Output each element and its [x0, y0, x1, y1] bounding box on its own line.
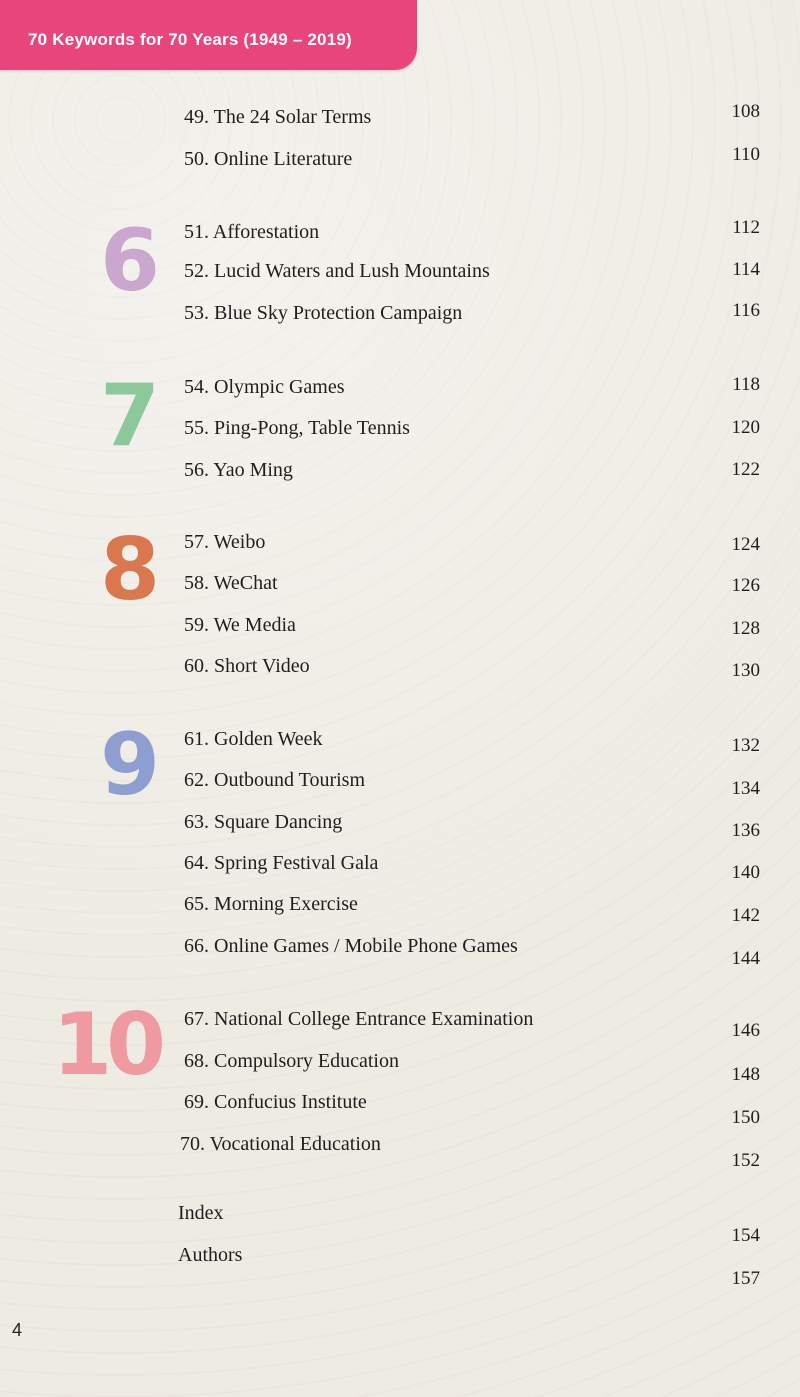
- toc-entry-title[interactable]: 55. Ping-Pong, Table Tennis: [184, 417, 410, 439]
- toc-entry-title[interactable]: 52. Lucid Waters and Lush Mountains: [184, 260, 490, 282]
- section-number: 8: [100, 520, 160, 620]
- toc-entry-title[interactable]: 50. Online Literature: [184, 148, 353, 170]
- toc-entry-page: 122: [731, 459, 760, 480]
- toc-entry-page: 134: [731, 778, 760, 799]
- toc-entry-title[interactable]: 56. Yao Ming: [184, 459, 293, 481]
- toc-entry-page: 140: [731, 862, 760, 883]
- section-number: 9: [100, 715, 160, 815]
- toc-entry-page: 108: [731, 101, 760, 122]
- toc-entry-page: 110: [732, 144, 760, 165]
- toc-entry-title[interactable]: 61. Golden Week: [184, 728, 323, 750]
- toc-entry-page: 118: [732, 374, 760, 395]
- toc-entry-page: 150: [731, 1107, 760, 1128]
- toc-entry-title[interactable]: 57. Weibo: [184, 531, 266, 553]
- toc-entry-title[interactable]: 64. Spring Festival Gala: [184, 852, 379, 874]
- toc-entry-page: 144: [731, 948, 760, 969]
- header-tab: [0, 0, 417, 70]
- toc-entry-title[interactable]: 54. Olympic Games: [184, 376, 345, 398]
- toc-entry-title[interactable]: Index: [178, 1202, 224, 1224]
- toc-entry-page: 132: [731, 735, 760, 756]
- toc-entry-title[interactable]: 60. Short Video: [184, 655, 310, 677]
- toc-entry-title[interactable]: 58. WeChat: [184, 572, 278, 594]
- toc-entry-title[interactable]: 66. Online Games / Mobile Phone Games: [184, 935, 518, 957]
- section-number: 10: [52, 995, 160, 1095]
- toc-entry-title[interactable]: 67. National College Entrance Examination: [184, 1008, 534, 1030]
- toc-entry-title[interactable]: 51. Afforestation: [184, 221, 320, 243]
- toc-entry-page: 124: [731, 534, 760, 555]
- toc-entry-title[interactable]: Authors: [178, 1244, 243, 1266]
- toc-entry-page: 154: [731, 1225, 760, 1246]
- section-number: 7: [100, 366, 160, 466]
- toc-entry-page: 157: [731, 1268, 760, 1289]
- toc-entry-page: 130: [731, 660, 760, 681]
- toc-entry-page: 142: [731, 905, 760, 926]
- toc-entry-page: 136: [731, 820, 760, 841]
- toc-entry-title[interactable]: 62. Outbound Tourism: [184, 769, 366, 791]
- toc-entry-title[interactable]: 65. Morning Exercise: [184, 893, 358, 915]
- toc-entry-page: 152: [731, 1150, 760, 1171]
- section-number: 6: [100, 211, 160, 311]
- toc-entry-title[interactable]: 53. Blue Sky Protection Campaign: [184, 302, 463, 324]
- page-number: 4: [12, 1320, 23, 1340]
- toc-entry-title[interactable]: 68. Compulsory Education: [184, 1050, 399, 1072]
- toc-entry-page: 128: [731, 618, 760, 639]
- toc-entry-title[interactable]: 69. Confucius Institute: [184, 1091, 367, 1113]
- toc-entry-page: 116: [732, 300, 760, 321]
- toc-entry-page: 126: [731, 575, 760, 596]
- toc-entry-title[interactable]: 63. Square Dancing: [184, 811, 343, 833]
- toc-entry-title[interactable]: 59. We Media: [184, 614, 296, 636]
- book-title: 70 Keywords for 70 Years (1949 – 2019): [28, 30, 352, 49]
- toc-entry-page: 112: [732, 217, 760, 238]
- toc-entry-page: 120: [731, 417, 760, 438]
- toc-entry-page: 148: [731, 1064, 760, 1085]
- toc-entry-title[interactable]: 70. Vocational Education: [180, 1133, 381, 1155]
- toc-entry-title[interactable]: 49. The 24 Solar Terms: [184, 106, 372, 128]
- toc-entry-page: 146: [731, 1020, 760, 1041]
- toc-entry-page: 114: [732, 259, 760, 280]
